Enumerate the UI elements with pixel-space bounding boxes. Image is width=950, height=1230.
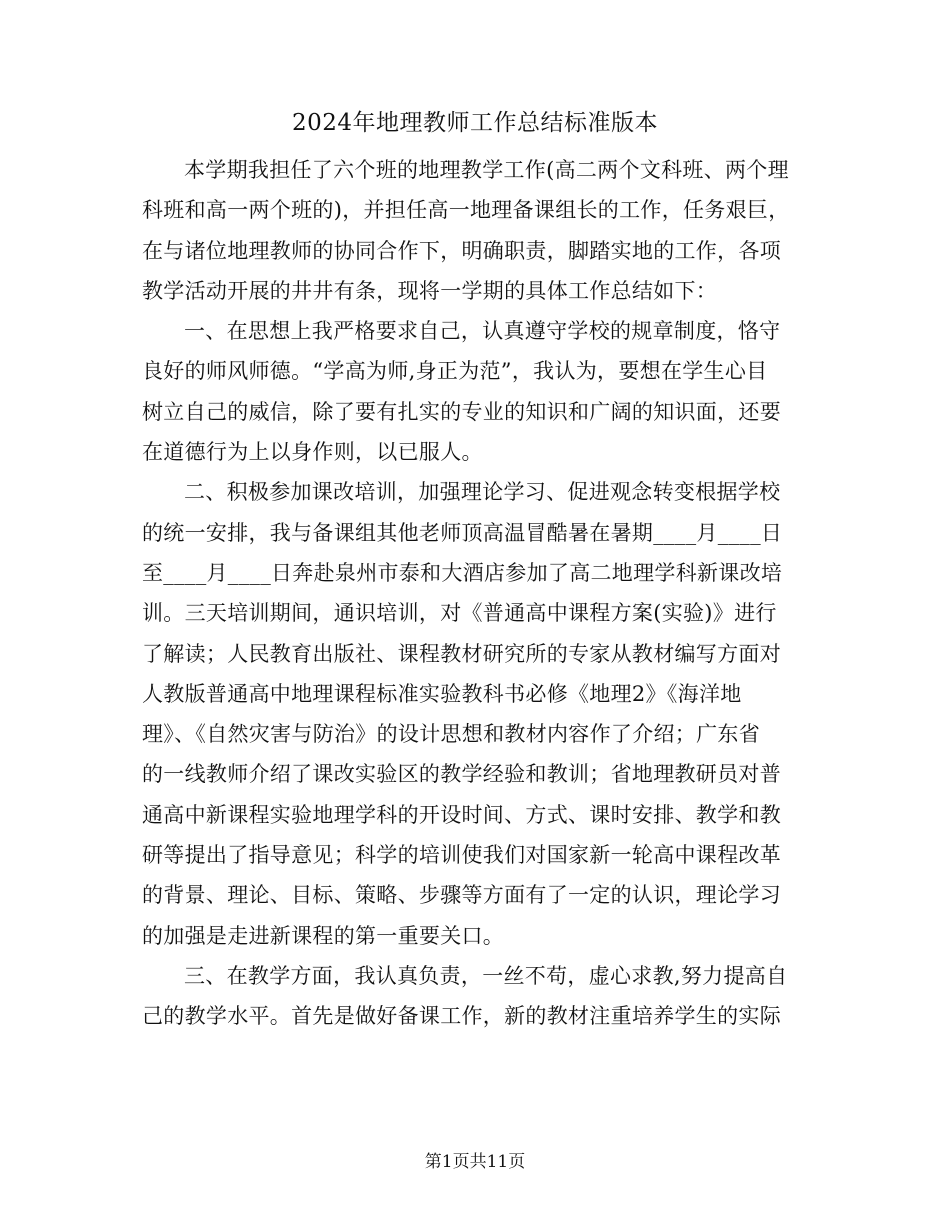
paragraph-1-line-1: 本学期我担任了六个班的地理教学工作(高二两个文科班、两个理 — [184, 158, 789, 182]
paragraph-3-line-5: 了解读；人民教育出版社、课程教材研究所的专家从教材编写方面对 — [142, 641, 781, 666]
paragraph-3-line-4: 训。三天培训期间，通识培训，对《普通高中课程方案(实验)》进行 — [142, 601, 777, 626]
paragraph-1-line-3: 在与诸位地理教师的协同合作下，明确职责，脚踏实地的工作，各项 — [142, 238, 781, 263]
paragraph-3-line-2: 的统一安排，我与备课组其他老师顶高温冒酷暑在暑期____月____日 — [142, 520, 783, 545]
paragraph-4-line-1: 三、在教学方面，我认真负责，一丝不苟，虚心求教,努力提高自 — [184, 963, 788, 988]
paragraph-2-line-1: 一、在思想上我严格要求自己，认真遵守学校的规章制度，恪守 — [184, 319, 781, 344]
paragraph-3-line-9: 通高中新课程实验地理学科的开设时间、方式、课时安排、教学和教 — [142, 802, 781, 827]
paragraph-2-line-2: 良好的师风师德。“学高为师,身正为范”，我认为，要想在学生心目 — [142, 359, 768, 384]
paragraph-3-line-10: 研等提出了指导意见；科学的培训使我们对国家新一轮高中课程改革 — [142, 843, 781, 868]
document-body — [142, 150, 802, 1037]
paragraph-2-line-3: 树立自己的威信，除了要有扎实的专业的知识和广阔的知识面，还要 — [142, 399, 781, 424]
document-title: 2024年地理教师工作总结标准版本 — [291, 110, 659, 136]
paragraph-3-line-11: 的背景、理论、目标、策略、步骤等方面有了一定的认识，理论学习 — [142, 883, 781, 908]
paragraph-3-line-7: 理》、《自然灾害与防治》的设计思想和教材内容作了介绍；广东省 — [142, 722, 760, 747]
paragraph-3-line-12: 的加强是走进新课程的第一重要关口。 — [142, 923, 505, 948]
paragraph-3-line-1: 二、积极参加课改培训，加强理论学习、促进观念转变根据学校 — [184, 480, 781, 505]
paragraph-3-line-6: 人教版普通高中地理课程标准实验教科书必修《地理2》《海洋地 — [142, 681, 742, 706]
paragraph-2-line-4: 在道德行为上以身作则，以已服人。 — [142, 440, 483, 465]
page-number-footer: 第1页共11页 — [424, 1152, 526, 1172]
paragraph-1-line-2: 科班和高一两个班的)，并担任高一地理备课组长的工作，任务艰巨， — [142, 198, 790, 223]
paragraph-1-line-4: 教学活动开展的井井有条，现将一学期的具体工作总结如下： — [142, 278, 718, 303]
paragraph-4-line-2: 己的教学水平。首先是做好备课工作，新的教材注重培养学生的实际 — [142, 1004, 781, 1029]
paragraph-3-line-3: 至____月____日奔赴泉州市泰和大酒店参加了高二地理学科新课改培 — [142, 560, 783, 585]
paragraph-3-line-8: 的一线教师介绍了课改实验区的教学经验和教训；省地理教研员对普 — [142, 762, 781, 787]
